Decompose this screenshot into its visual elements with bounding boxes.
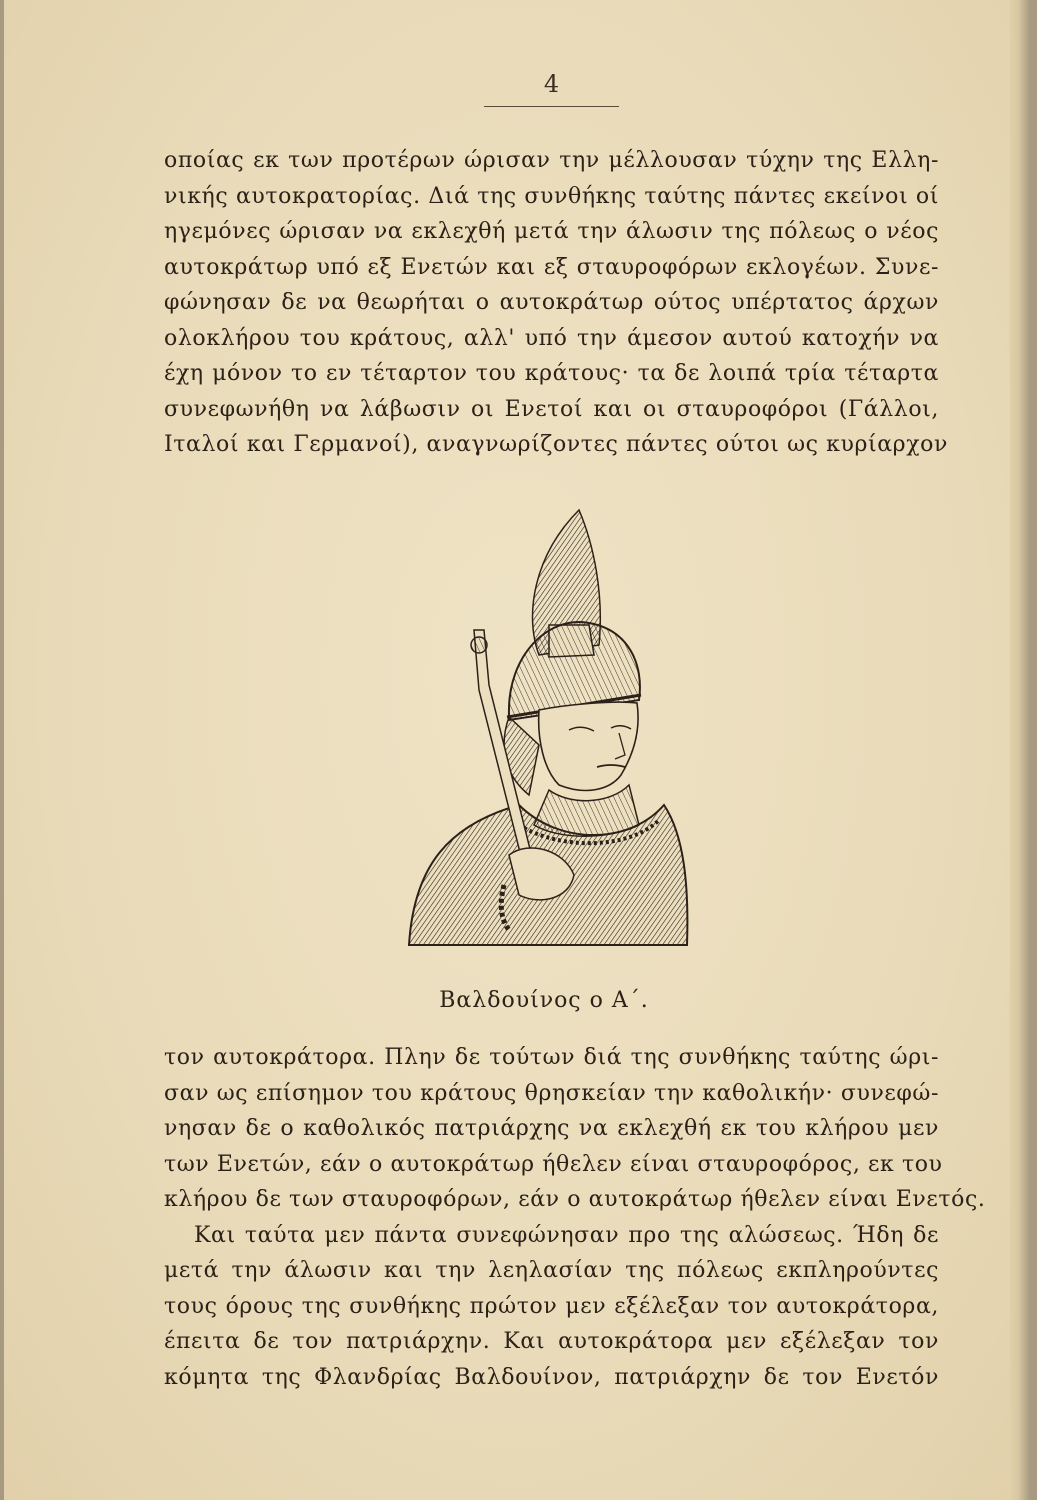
paragraph bbox=[164, 143, 948, 463]
portrait-engraving bbox=[389, 505, 689, 955]
text-line: οποίας εκ των προτέρων ώρισαν την μέλλουσαν τύχην της Ελλη- bbox=[164, 148, 939, 173]
text-line: αυτοκράτωρ υπό εξ Ενετών και εξ σταυροφόρων εκλογέων. Συνε- bbox=[164, 254, 939, 280]
text-line: μετά την άλωσιν και την λεηλασίαν της πόλεως εκπληρούντες bbox=[164, 1258, 939, 1283]
text-line: των Ενετών, εάν ο αυτοκράτωρ ήθελεν είναι σταυροφόρος, εκ του bbox=[164, 1151, 943, 1177]
text-line: σαν ως επίσημον του κράτους θρησκείαν την καθολικήν· συνεφώ- bbox=[164, 1080, 939, 1106]
text-line: έπειτα δε τον πατριάρχην. Και αυτοκράτορα μεν εξέλεξαν τον bbox=[164, 1329, 939, 1354]
text-line: τους όρους της συνθήκης πρώτον μεν εξέλεξαν τον αυτοκράτορα, bbox=[164, 1293, 939, 1319]
text-line: κόμητα της Φλανδρίας Βαλδουίνον, πατριάρχην δε τον Ενετόν bbox=[164, 1364, 939, 1390]
paragraph-lower bbox=[164, 1040, 986, 1395]
text-line: κλήρου δε των σταυροφόρων, εάν ο αυτοκράτωρ ήθελεν είναι Ενετός. bbox=[164, 1187, 986, 1212]
text-line: νικής αυτοκρατορίας. Διά της συνθήκης ταύτης πάντες εκείνοι οί bbox=[164, 183, 939, 209]
torn-page-edge bbox=[1010, 0, 1030, 1500]
text-line: Ιταλοί και Γερμανοί), αναγνωρίζοντες πάντες ούτοι ως κυρίαρχον bbox=[164, 432, 948, 457]
paragraph-upper bbox=[164, 143, 948, 463]
text-line: ηγεμόνες ώρισαν να εκλεχθή μετά την άλωσιν της πόλεως ο νέος bbox=[164, 219, 939, 244]
text-line: φώνησαν δε να θεωρήται ο αυτοκράτωρ ούτος υπέρτατος άρχων bbox=[164, 290, 939, 315]
text-line: νησαν δε ο καθολικός πατριάρχης να εκλεχθή εκ του κλήρου μεν bbox=[164, 1116, 939, 1141]
text-line: ολοκλήρου του κράτους, αλλ' υπό την άμεσον αυτού κατοχήν να bbox=[164, 325, 939, 351]
text-line: έχη μόνον το εν τέταρτον του κράτους· τα δε λοιπά τρία τέταρτα bbox=[164, 361, 939, 386]
page-number: 4 bbox=[484, 70, 619, 107]
text-line: συνεφωνήθη να λάβωσιν οι Ενετοί και οι σταυροφόροι (Γάλλοι, bbox=[164, 396, 939, 422]
text-line: Και ταύτα μεν πάντα συνεφώνησαν προ της αλώσεως. Ήδη δε bbox=[194, 1222, 939, 1248]
book-page bbox=[4, 0, 1026, 1500]
paragraph bbox=[164, 1218, 939, 1396]
paragraph bbox=[164, 1040, 986, 1218]
text-line: τον αυτοκράτορα. Πλην δε τούτων διά της συνθήκης ταύτης ώρι- bbox=[164, 1045, 939, 1070]
figure-caption: Βαλδουίνος ο Α΄. bbox=[439, 988, 649, 1013]
